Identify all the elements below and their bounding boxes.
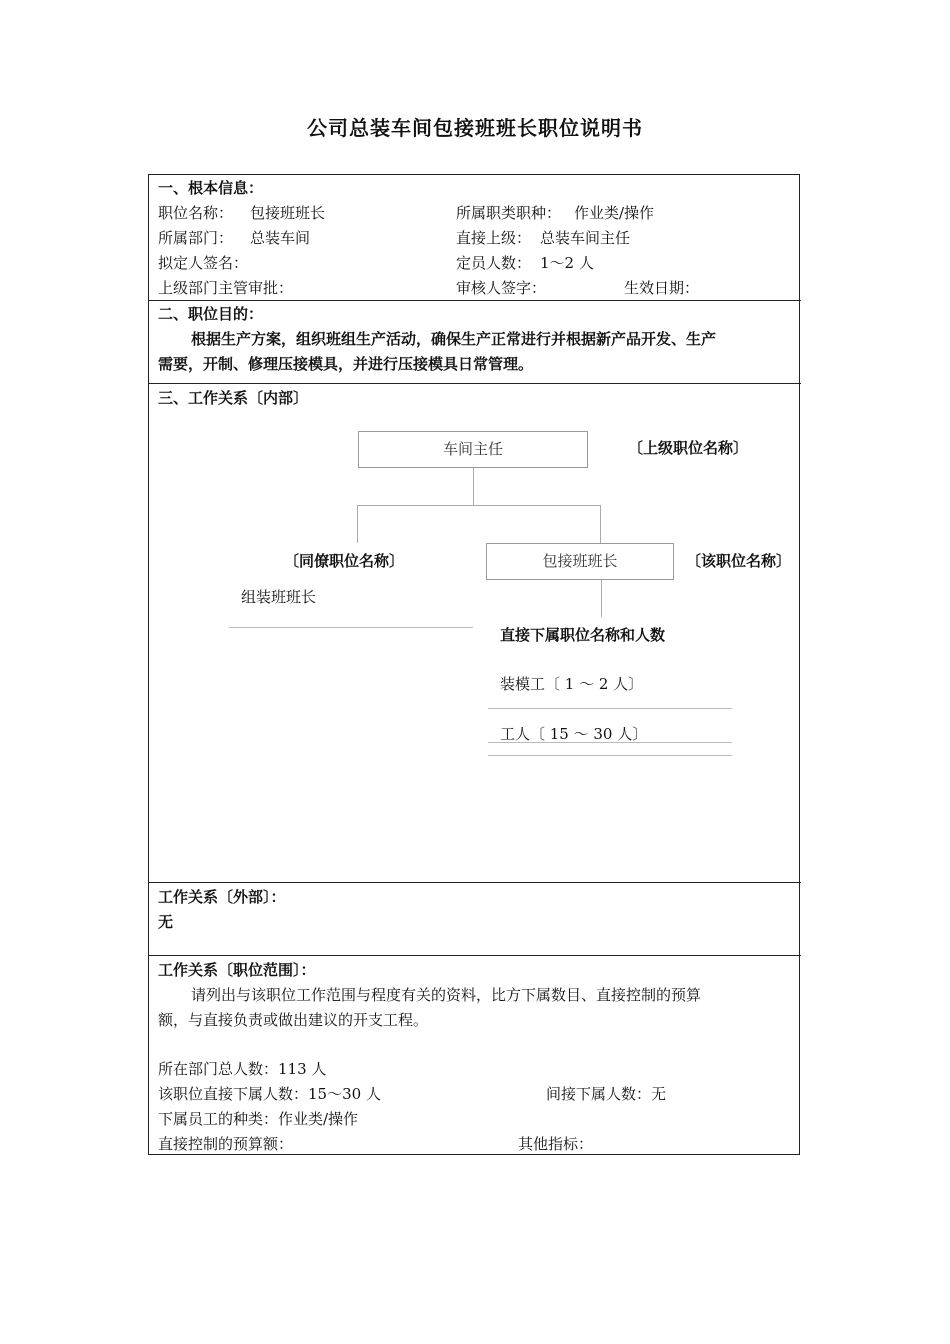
document-title: 公司总装车间包接班班长职位说明书 (307, 116, 643, 140)
peer-position-item: 组装班班长 (241, 588, 317, 606)
row-divider (148, 882, 801, 883)
position-name-value: 包接班班长 (250, 204, 326, 222)
reviewer-label: 审核人签字： (456, 279, 547, 297)
basic-info-heading: 一、根本信息： (158, 179, 264, 197)
scope-heading: 工作关系〔职位范围〕： (158, 961, 316, 979)
superior-position-box: 车间主任 (358, 431, 588, 468)
dept-value: 总装车间 (250, 229, 311, 247)
connector-line (357, 505, 358, 543)
purpose-heading: 二、职位目的： (158, 305, 264, 323)
subordinate-item: 装模工〔 1 ～ 2 人〕 (500, 675, 644, 693)
dept-total-headcount: 所在部门总人数：113 人 (158, 1060, 327, 1078)
connector-line (600, 505, 601, 543)
headcount-value: 1～2 人 (540, 254, 594, 272)
superior-position-tag: 〔上级职位名称〕 (628, 439, 749, 457)
category-label: 所属职类职种： (456, 204, 562, 222)
connector-line (601, 580, 602, 617)
scope-desc-line-2: 额，与直接负责或做出建议的开支工程。 (158, 1011, 429, 1029)
row-divider (148, 383, 801, 384)
headcount-label: 定员人数： (456, 254, 532, 272)
row-divider (148, 955, 801, 956)
connector-line (473, 468, 474, 505)
self-position-box: 包接班班长 (486, 543, 674, 580)
drafter-label: 拟定人签名： (158, 254, 249, 272)
superior-value: 总装车间主任 (540, 229, 631, 247)
superior-label: 直接上级： (456, 229, 532, 247)
external-heading: 工作关系〔外部〕： (158, 888, 286, 906)
row-divider (148, 300, 801, 301)
position-name-label: 职位名称： (158, 204, 234, 222)
indirect-subordinates: 间接下属人数：无 (546, 1085, 667, 1103)
external-value: 无 (158, 913, 174, 931)
peer-underline (229, 627, 473, 628)
internal-heading: 三、工作关系〔内部〕 (158, 389, 309, 407)
subordinate-heading: 直接下属职位名称和人数 (500, 626, 666, 644)
approval-label: 上级部门主管审批： (158, 279, 294, 297)
subordinate-item: 工人〔 15 ～ 30 人〕 (500, 725, 648, 743)
subordinate-underline (488, 755, 732, 756)
connector-line (357, 505, 601, 506)
subordinate-underline (488, 742, 732, 743)
purpose-line-1: 根据生产方案，组织班组生产活动，确保生产正常进行并根据新产品开发、生产 (191, 330, 717, 348)
budget-label: 直接控制的预算额： (158, 1135, 294, 1153)
direct-subordinates: 该职位直接下属人数：15～30 人 (158, 1085, 381, 1103)
self-position-tag: 〔该职位名称〕 (686, 552, 792, 570)
category-value: 作业类/操作 (574, 204, 655, 222)
purpose-line-2: 需要，开制、修理压接模具，并进行压接模具日常管理。 (158, 355, 534, 373)
scope-desc-line-1: 请列出与该职位工作范围与程度有关的资料，比方下属数目、直接控制的预算 (191, 986, 702, 1004)
subordinate-underline (488, 708, 732, 709)
peer-position-tag: 〔同僚职位名称〕 (284, 552, 405, 570)
effective-date-label: 生效日期： (624, 279, 700, 297)
staff-types: 下属员工的种类：作业类/操作 (158, 1110, 359, 1128)
other-indicators-label: 其他指标： (518, 1135, 594, 1153)
dept-label: 所属部门： (158, 229, 234, 247)
